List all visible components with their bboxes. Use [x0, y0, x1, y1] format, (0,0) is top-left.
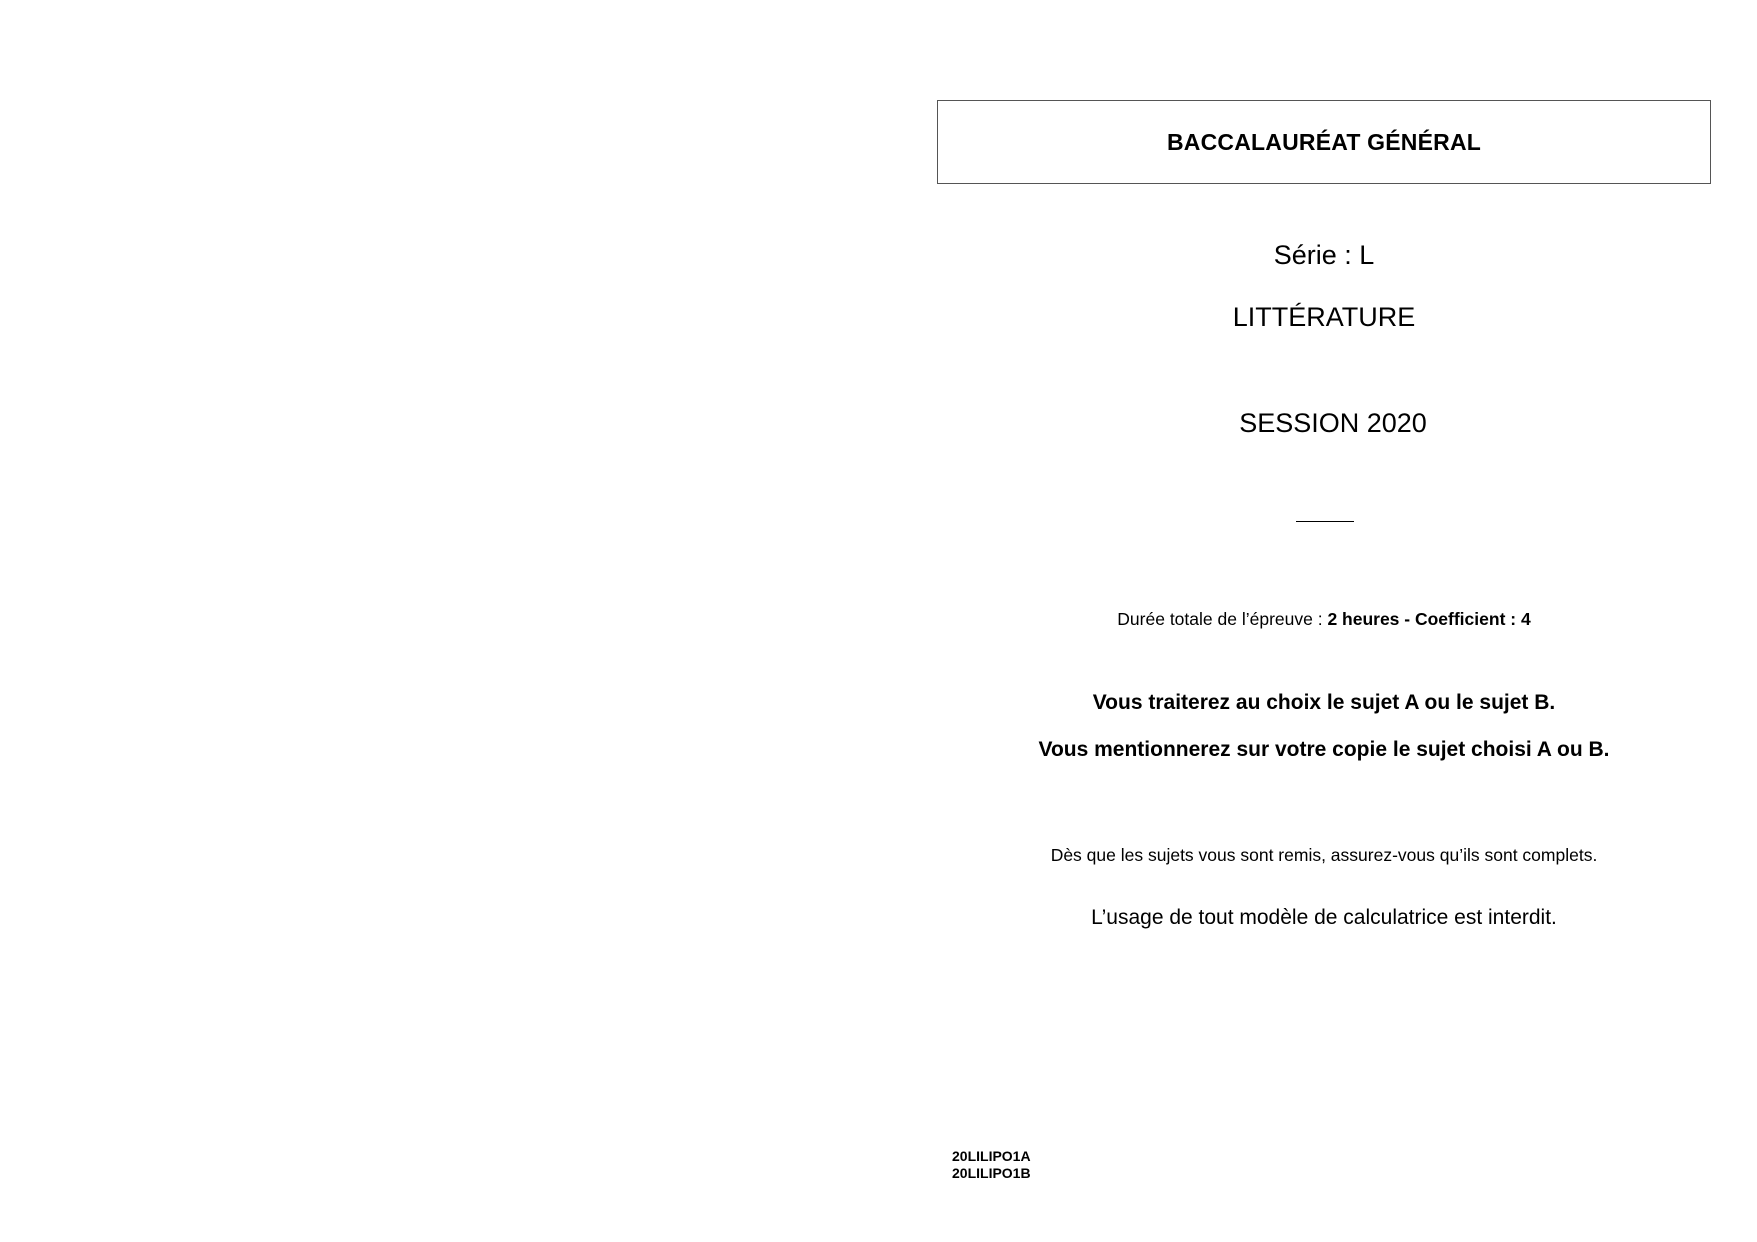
- exam-title: BACCALAURÉAT GÉNÉRAL: [1166, 128, 1482, 155]
- duration-line: [937, 609, 1711, 630]
- serie-label: Série : L: [1273, 240, 1375, 270]
- completeness-note: Dès que les sujets vous sont remis, assurez-vous qu’ils sont complets.: [1050, 845, 1598, 865]
- session-label: SESSION 2020: [1239, 408, 1427, 438]
- separator-line: [1296, 521, 1354, 522]
- subject-code: 20LILIPO1B: [952, 1165, 1031, 1181]
- subject-code: 20LILIPO1A: [952, 1148, 1031, 1164]
- exam-title-box: [937, 100, 1711, 184]
- subject-codes: [952, 1148, 1031, 1182]
- duration-label: Durée totale de l’épreuve :: [1117, 609, 1328, 629]
- choice-instruction-2: Vous mentionnerez sur votre copie le sujet choisi A ou B.: [1038, 738, 1610, 761]
- calculator-note: L’usage de tout modèle de calculatrice est interdit.: [1091, 906, 1557, 929]
- choice-instruction-1: Vous traiterez au choix le sujet A ou le sujet B.: [1092, 691, 1556, 714]
- subject-label: LITTÉRATURE: [1232, 302, 1416, 332]
- duration-value: 2 heures - Coefficient : 4: [1327, 609, 1531, 629]
